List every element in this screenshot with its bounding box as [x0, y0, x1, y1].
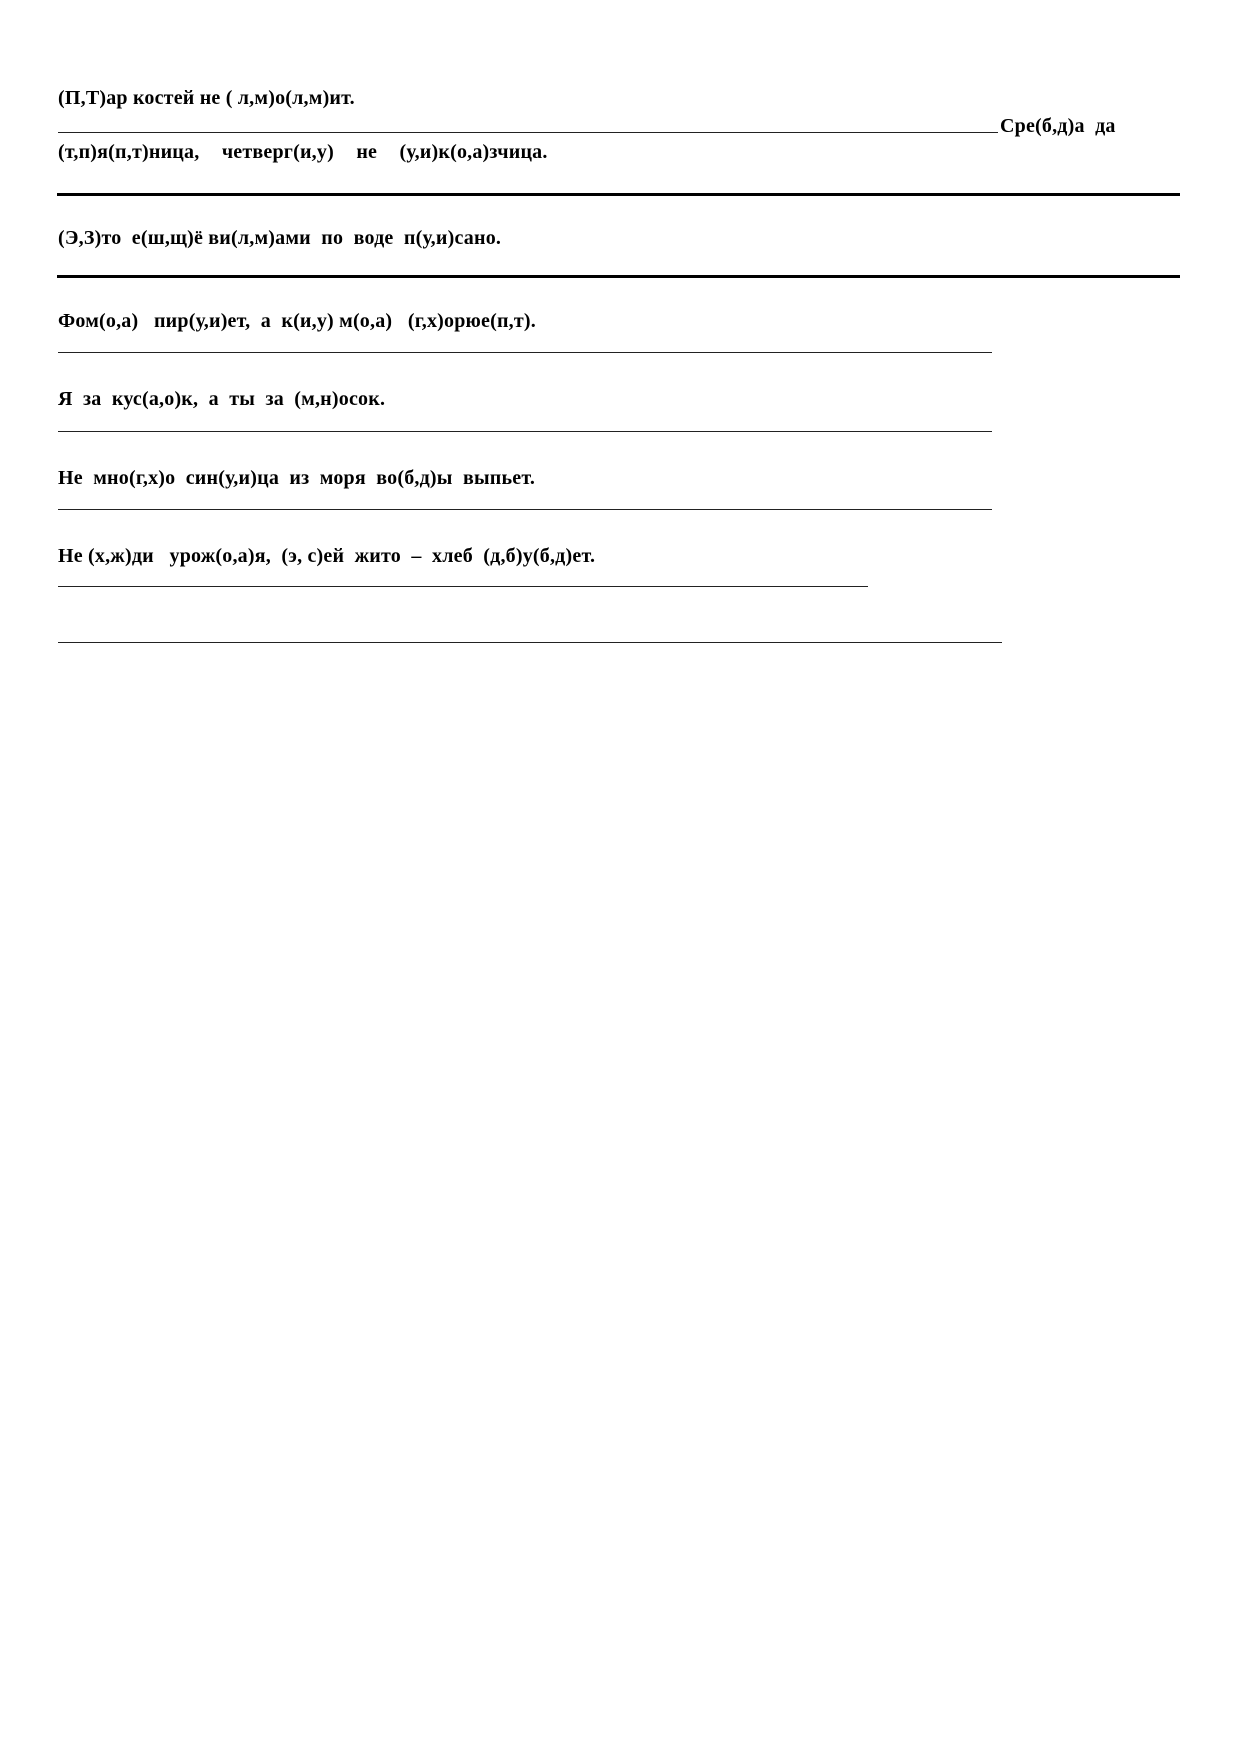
proverb-line-7: Не мно(г,х)о син(у,и)ца из моря во(б,д)ы выпьет.	[58, 467, 536, 489]
proverb-line-5: Фом(о,а) пир(у,и)ет, а к(и,у) м(о,а) (г,х)орюе(п,т).	[58, 310, 536, 332]
answer-blank-4[interactable]	[58, 509, 992, 510]
proverb-line-8: Не (х,ж)ди урож(о,а)я, (э, с)ей жито – хлеб (д,б)у(б,д)ет.	[58, 545, 596, 567]
section-divider-2	[57, 275, 1180, 278]
proverb-line-2: Сре(б,д)а да	[1000, 115, 1116, 137]
answer-blank-3[interactable]	[58, 431, 992, 432]
answer-blank-5[interactable]	[58, 586, 868, 587]
proverb-line-6: Я за кус(а,о)к, а ты за (м,н)осок.	[58, 388, 386, 410]
proverb-line-3: (т,п)я(п,т)ница, четверг(и,у) не (у,и)к(о,а)зчица.	[58, 141, 548, 163]
section-divider-1	[57, 193, 1180, 196]
answer-blank-2[interactable]	[58, 352, 992, 353]
proverb-line-1: (П,Т)ар костей не ( л,м)о(л,м)ит.	[58, 87, 355, 109]
answer-blank-6[interactable]	[58, 642, 1002, 643]
proverb-line-4: (Э,З)то е(ш,щ)ё ви(л,м)ами по воде п(у,и)сано.	[58, 227, 502, 249]
answer-blank-1[interactable]	[58, 132, 998, 133]
